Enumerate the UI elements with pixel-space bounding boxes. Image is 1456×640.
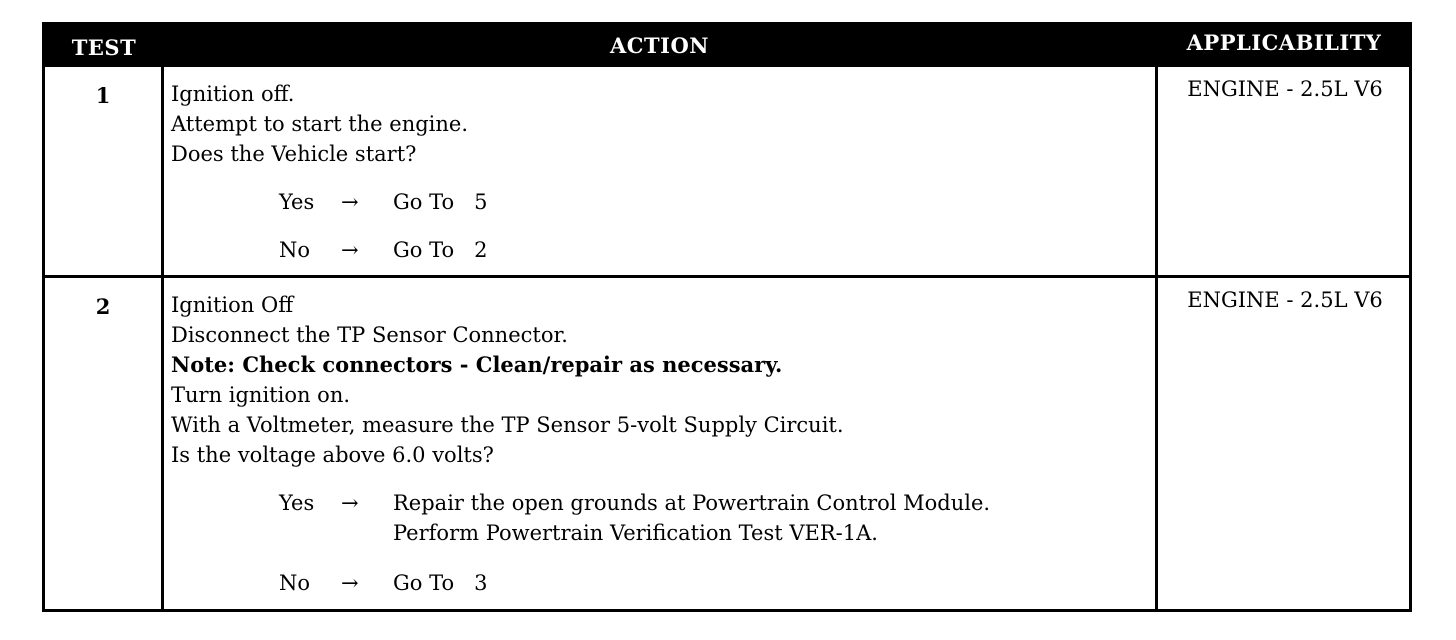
choice-result <box>393 235 488 265</box>
result-line: Repair the open grounds at Powertrain Control Module. <box>393 491 991 515</box>
choice-no <box>279 568 1141 598</box>
action-step: With a Voltmeter, measure the TP Sensor 5-volt Supply Circuit. <box>171 413 844 437</box>
result-line: Perform Powertrain Verification Test VER-1A. <box>393 521 878 545</box>
header-test: TEST <box>71 35 137 60</box>
choice-answer: Yes <box>279 190 315 214</box>
arrow-right-icon: → <box>341 238 359 262</box>
action-note: Note: Check connectors - Clean/repair as necessary. <box>171 352 783 377</box>
action-cell <box>171 290 1141 598</box>
action-step: Ignition Off <box>171 293 294 317</box>
choice-result <box>393 187 488 217</box>
action-step: Ignition off. <box>171 82 295 106</box>
action-step: Attempt to start the engine. <box>171 112 469 136</box>
choice-no <box>279 235 1141 265</box>
result-line: Go To 5 <box>393 190 488 214</box>
header-applicability: APPLICABILITY <box>1186 30 1382 55</box>
choice-answer: No <box>279 238 311 262</box>
choice-result <box>393 488 990 548</box>
arrow-right-icon: → <box>341 571 359 595</box>
header-action: ACTION <box>610 33 709 58</box>
arrow-right-icon: → <box>341 491 359 515</box>
arrow-right-icon: → <box>341 190 359 214</box>
result-line: Go To 2 <box>393 238 488 262</box>
action-cell <box>171 79 1141 265</box>
table-row <box>45 67 1409 275</box>
applicability-cell: ENGINE - 2.5L V6 <box>1187 77 1383 101</box>
result-line: Go To 3 <box>393 571 488 595</box>
choice-answer: Yes <box>279 491 315 515</box>
test-number: 1 <box>95 83 111 108</box>
action-step: Disconnect the TP Sensor Connector. <box>171 323 568 347</box>
action-question: Does the Vehicle start? <box>171 142 417 166</box>
applicability-cell: ENGINE - 2.5L V6 <box>1187 288 1383 312</box>
action-question: Is the voltage above 6.0 volts? <box>171 443 494 467</box>
table-header <box>45 25 1409 67</box>
choice-answer: No <box>279 571 311 595</box>
action-step: Turn ignition on. <box>171 383 351 407</box>
test-number: 2 <box>95 294 111 319</box>
choice-yes <box>279 187 1141 217</box>
choice-result <box>393 568 488 598</box>
table-row <box>45 278 1409 612</box>
diagnostic-test-table <box>42 22 1412 612</box>
choice-yes <box>279 488 1141 548</box>
